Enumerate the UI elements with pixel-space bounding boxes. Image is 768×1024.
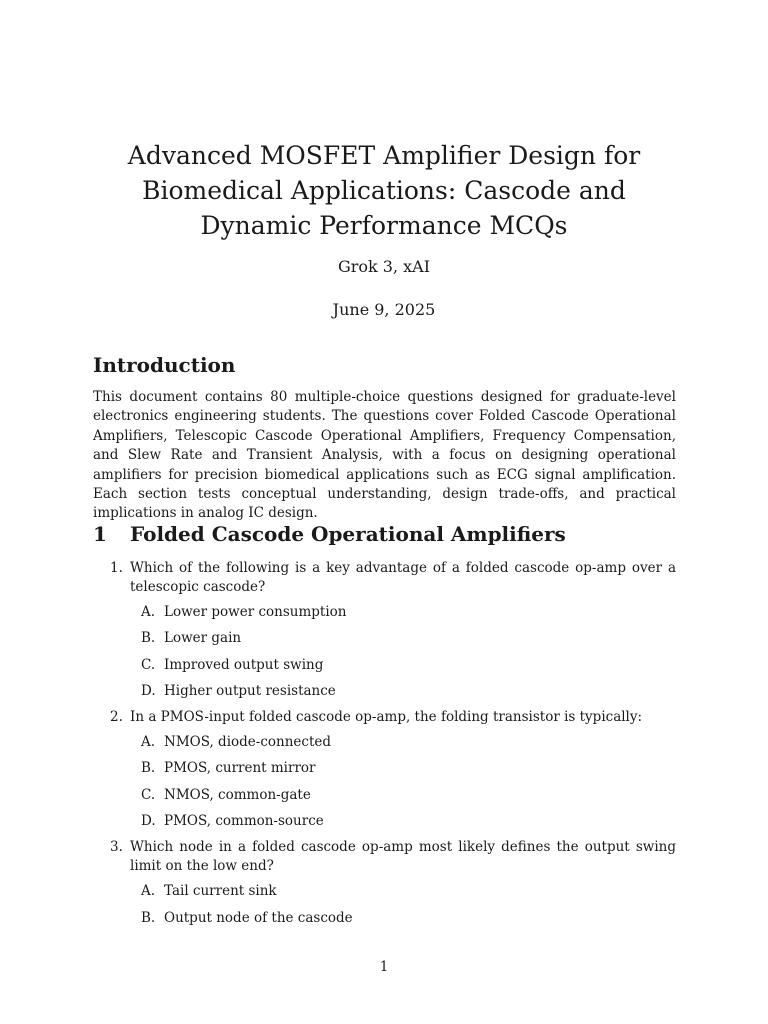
option-label: C. — [141, 656, 156, 673]
answer-option — [93, 882, 676, 908]
answer-option — [93, 656, 676, 682]
option-list — [93, 603, 676, 708]
document-author: Grok 3, xAI — [337, 257, 431, 276]
answer-option — [93, 682, 676, 708]
answer-option — [93, 629, 676, 655]
answer-option — [93, 909, 676, 935]
section-number: 1 — [93, 522, 107, 546]
answer-option — [93, 759, 676, 785]
answer-option — [93, 603, 676, 629]
option-label: B. — [141, 760, 156, 777]
document-date: June 9, 2025 — [332, 300, 436, 319]
section-heading — [93, 520, 566, 548]
option-label: A. — [141, 883, 156, 900]
answer-option — [93, 812, 676, 838]
option-text: Lower power consumption — [164, 604, 347, 620]
question-text: Which of the following is a key advantage of a folded cascode op-amp over a telescopic cascode? — [130, 560, 676, 595]
option-text: Output node of the cascode — [164, 909, 353, 926]
option-label: D. — [141, 682, 156, 699]
option-list — [93, 733, 676, 838]
option-text: Higher output resistance — [164, 682, 336, 699]
answer-option — [93, 786, 676, 812]
option-label: A. — [141, 604, 156, 620]
option-text: Tail current sink — [164, 883, 277, 900]
option-text: NMOS, diode-connected — [164, 734, 332, 751]
option-text: Improved output swing — [164, 656, 324, 673]
document-title: Advanced MOSFET Amplifier Design for Biomedical Applications: Cascode and Dynamic Performance MCQs — [127, 141, 641, 240]
option-label: D. — [141, 813, 156, 830]
option-label: A. — [141, 734, 156, 751]
answer-option — [93, 733, 676, 759]
question-text: Which node in a folded cascode op-amp most likely defines the output swing limit on the low end? — [130, 839, 676, 875]
option-list — [93, 882, 676, 935]
page-number: 1 — [379, 959, 389, 975]
option-label: B. — [141, 630, 156, 647]
option-text: Lower gain — [164, 630, 242, 647]
question-number: 1. — [110, 560, 123, 576]
option-text: NMOS, common-gate — [164, 786, 311, 803]
question-item — [93, 838, 676, 935]
intro-paragraph: This document contains 80 multiple-choice questions designed for graduate-level electronics engineering students. The questions cover Folded Cascode Operational Amplifiers, Telescopic Cascode Operational Amplifiers, Frequency Compensation, and Slew Rate and Transient Analysis, with a focus on designing operational amplifiers for precision biomedical applications such as ECG signal amplification. Each section tests conceptual understanding, design trade-offs, and practical implications in analog IC design. — [93, 389, 676, 522]
question-text: In a PMOS-input folded cascode op-amp, the folding transistor is typically: — [130, 709, 643, 726]
question-number: 3. — [110, 839, 123, 856]
question-item — [93, 708, 676, 838]
option-label: B. — [141, 909, 156, 926]
question-list — [93, 559, 676, 935]
option-label: C. — [141, 786, 156, 803]
intro-heading: Introduction — [93, 353, 236, 377]
option-text: PMOS, current mirror — [164, 760, 316, 777]
section-title: Folded Cascode Operational Amplifiers — [130, 522, 566, 546]
option-text: PMOS, common-source — [164, 813, 324, 830]
question-item — [93, 559, 676, 708]
question-number: 2. — [110, 709, 123, 726]
